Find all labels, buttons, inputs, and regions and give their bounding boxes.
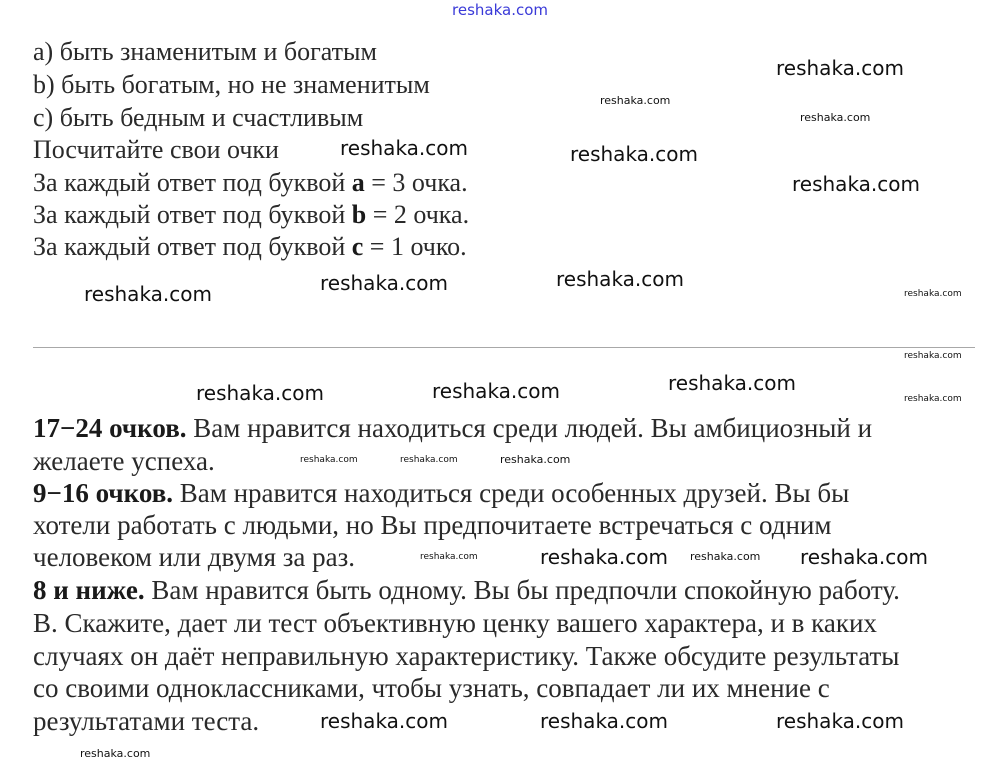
option-c: c) быть бедным и счастливым [33, 103, 364, 132]
watermark: reshaka.com [196, 381, 324, 405]
task-b-line: случаях он даёт неправильную характеристику. Также обсудите результаты [33, 641, 900, 671]
task-b-line: В. Скажите, дает ли тест объективную ценку вашего характера, и в каких [33, 608, 877, 638]
watermark: reshaka.com [600, 94, 671, 107]
count-title: Посчитайте свои очки [33, 135, 279, 164]
watermark: reshaka.com [340, 136, 468, 160]
watermark: reshaka.com [320, 709, 448, 733]
watermark: reshaka.com [540, 709, 668, 733]
watermark: reshaka.com [432, 379, 560, 403]
watermark: reshaka.com [320, 271, 448, 295]
result-8-below [33, 575, 900, 605]
watermark: reshaka.com [420, 552, 478, 562]
result-text: Вам нравится находиться среди людей. Вы амбициозный и [186, 413, 873, 443]
watermark: reshaka.com [904, 289, 962, 299]
watermark: reshaka.com [668, 371, 796, 395]
result-9-16 [33, 478, 849, 508]
watermark: reshaka.com [84, 282, 212, 306]
result-text: Вам нравится находиться среди особенных друзей. Вы бы [173, 478, 850, 508]
scoring-value: = 2 очка. [366, 200, 470, 229]
result-text: Вам нравится быть одному. Вы бы предпочли спокойную работу. [144, 575, 900, 605]
scoring-text: За каждый ответ под буквой [33, 168, 352, 197]
watermark: reshaka.com [452, 1, 548, 19]
scoring-value: = 3 очка. [364, 168, 468, 197]
scoring-value: = 1 очко. [363, 232, 467, 261]
watermark: reshaka.com [800, 111, 871, 124]
result-range: 9−16 очков. [33, 478, 174, 508]
result-range: 8 и ниже. [33, 575, 145, 605]
task-b-line: результатами теста. [33, 706, 260, 736]
option-b: b) быть богатым, но не знаменитым [33, 70, 430, 99]
result-range: 17−24 очков. [33, 413, 187, 443]
result-17-24 [33, 413, 872, 443]
task-b-line: со своими одноклассниками, чтобы узнать, совпадает ли их мнение с [33, 673, 830, 703]
watermark: reshaka.com [792, 172, 920, 196]
watermark: reshaka.com [800, 545, 928, 569]
scoring-a [33, 168, 468, 198]
divider [33, 347, 975, 348]
watermark: reshaka.com [904, 351, 962, 361]
result-text-line: желаете успеха. [33, 446, 215, 476]
option-a: a) быть знаменитым и богатым [33, 37, 377, 66]
watermark: reshaka.com [400, 455, 458, 465]
watermark: reshaka.com [904, 394, 962, 404]
watermark: reshaka.com [500, 453, 571, 466]
watermark: reshaka.com [776, 56, 904, 80]
scoring-letter: b [351, 200, 367, 229]
watermark: reshaka.com [540, 545, 668, 569]
watermark: reshaka.com [690, 550, 761, 563]
watermark: reshaka.com [776, 709, 904, 733]
watermark: reshaka.com [556, 267, 684, 291]
watermark: reshaka.com [300, 455, 358, 465]
scoring-text: За каждый ответ под буквой [33, 200, 352, 229]
scoring-b [33, 200, 469, 230]
scoring-letter: c [351, 232, 364, 261]
watermark: reshaka.com [570, 142, 698, 166]
watermark: reshaka.com [80, 747, 151, 760]
result-text-line: человеком или двумя за раз. [33, 542, 356, 572]
result-text-line: хотели работать с людьми, но Вы предпочитаете встречаться с одним [33, 510, 832, 540]
scoring-c [33, 232, 467, 262]
scoring-letter: a [351, 168, 365, 197]
scoring-text: За каждый ответ под буквой [33, 232, 352, 261]
